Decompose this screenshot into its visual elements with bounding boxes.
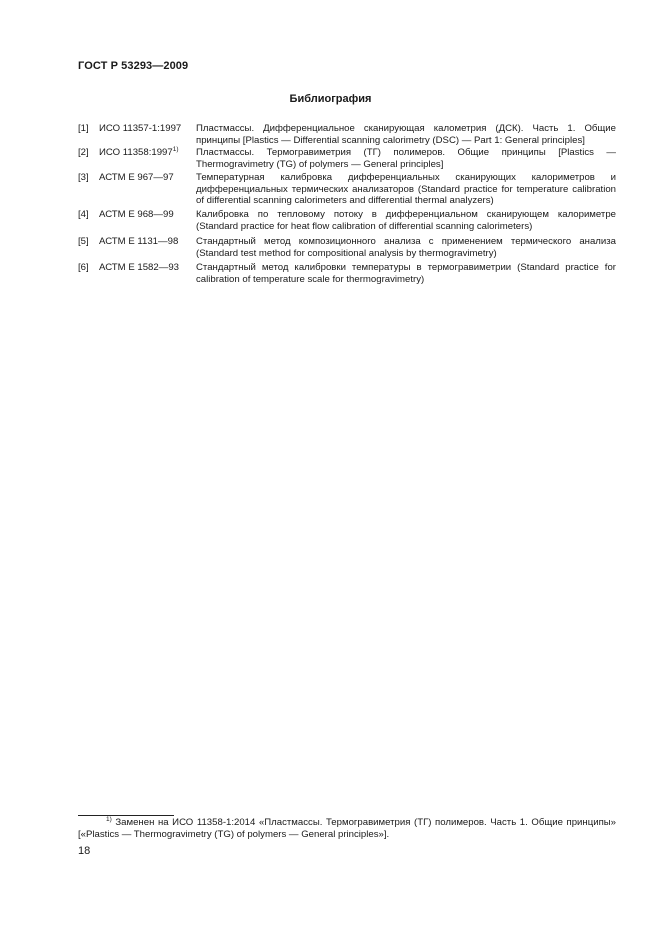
entry-text: Температурная калибровка дифференциальных сканирующих калориметров и дифференциальных термических анализаторов (Standard practice for temperature calibration of differential scanning calorimeters and differential thermal analyzers) bbox=[196, 172, 616, 207]
entry-code: АСТМ Е 1582—93 bbox=[99, 262, 179, 273]
entry-text: Пластмассы. Термогравиметрия (ТГ) полимеров. Общие принципы [Plastics — Thermogravimetry (TG) of polymers — General principles] bbox=[196, 147, 616, 170]
entry-code: ИСО 11357-1:1997 bbox=[99, 123, 182, 134]
entry-number: [2] bbox=[78, 147, 89, 158]
entry-number: [6] bbox=[78, 262, 89, 273]
footnote-marker: 1) bbox=[172, 146, 179, 153]
document-id-header: ГОСТ Р 53293—2009 bbox=[78, 60, 189, 72]
bibliography-entry-4 bbox=[78, 209, 616, 232]
page-number: 18 bbox=[78, 845, 91, 857]
bibliography-entry-5 bbox=[78, 236, 616, 259]
entry-text: Стандартный метод композиционного анализа с применением термического анализа (Standard test method for compositional analysis by thermogravimetry) bbox=[196, 236, 616, 259]
bibliography-entry-2 bbox=[78, 147, 616, 170]
entry-number: [4] bbox=[78, 209, 89, 220]
footnote-marker: 1) bbox=[106, 816, 112, 823]
entry-code: АСТМ Е 1131—98 bbox=[99, 236, 179, 247]
entry-code: АСТМ Е 967—97 bbox=[99, 172, 174, 183]
bibliography-entry-6 bbox=[78, 262, 616, 285]
entry-text: Пластмассы. Дифференциальное сканирующая калометрия (ДСК). Часть 1. Общие принципы [Plastics — Differential scanning calorimetry (DSC) — Part 1: General principles] bbox=[196, 123, 616, 146]
bibliography-entry-1 bbox=[78, 123, 616, 146]
bibliography-title: Библиография bbox=[289, 93, 372, 105]
footnote bbox=[78, 817, 616, 840]
entry-number: [5] bbox=[78, 236, 89, 247]
bibliography-entry-3 bbox=[78, 172, 616, 207]
footnote-text: Заменен на ИСО 11358-1:2014 «Пластмассы. Термогравиметрия (ТГ) полимеров. Часть 1. Общие принципы» [«Plastics — Thermogravimetry (TG) of polymers — General principles»]. bbox=[78, 817, 616, 840]
entry-number: [1] bbox=[78, 123, 89, 134]
entry-text: Стандартный метод калибровки температуры в термогравиметрии (Standard practice for calibration of temperature scale for thermogravimetry) bbox=[196, 262, 616, 285]
footnote-separator bbox=[78, 815, 174, 816]
entry-text: Калибровка по тепловому потоку в дифференциальном сканирующем калориметре (Standard practice for heat flow calibration of differential scanning calorimeters) bbox=[196, 209, 616, 232]
entry-code: ИСО 11358:1997$^{1)}$ bbox=[99, 146, 179, 158]
entry-code: АСТМ Е 968—99 bbox=[99, 209, 174, 220]
entry-number: [3] bbox=[78, 172, 89, 183]
